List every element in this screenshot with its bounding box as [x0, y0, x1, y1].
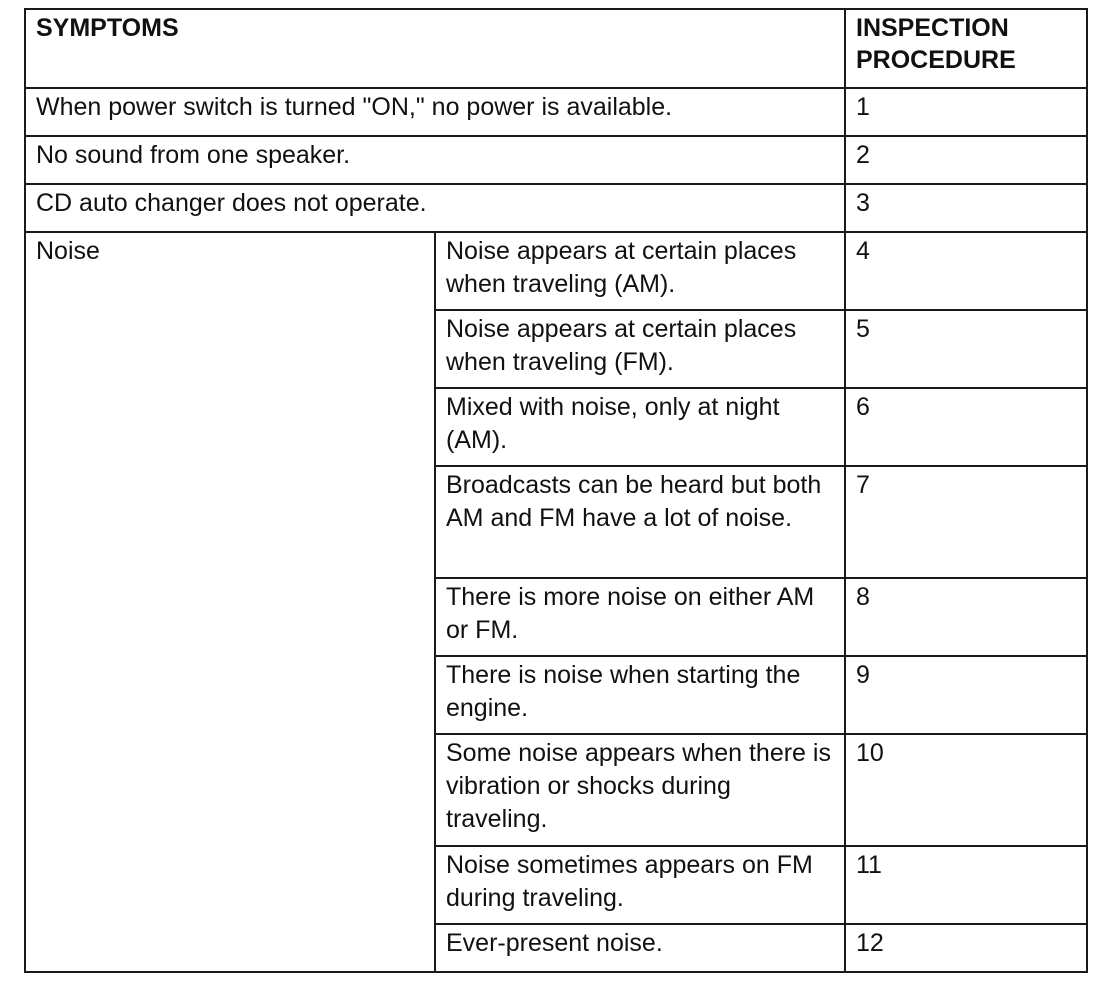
procedure-cell: 6: [845, 388, 1087, 466]
symptom-cell: Noise sometimes appears on FM during traveling.: [435, 846, 845, 924]
symptom-cell: Broadcasts can be heard but both AM and FM have a lot of noise.: [435, 466, 845, 578]
symptom-inspection-table: [24, 8, 1088, 973]
header-inspection-procedure: INSPECTION PROCEDURE: [845, 9, 1087, 88]
procedure-cell: 4: [845, 232, 1087, 310]
symptom-cell: Mixed with noise, only at night (AM).: [435, 388, 845, 466]
table-header-row: [25, 9, 1087, 88]
table-row: [25, 136, 1087, 184]
symptom-cell: CD auto changer does not operate.: [25, 184, 845, 232]
procedure-cell: 2: [845, 136, 1087, 184]
procedure-cell: 11: [845, 846, 1087, 924]
symptom-cell: Some noise appears when there is vibration or shocks during traveling.: [435, 734, 845, 846]
procedure-cell: 10: [845, 734, 1087, 846]
table-row: [25, 184, 1087, 232]
procedure-cell: 3: [845, 184, 1087, 232]
procedure-cell: 1: [845, 88, 1087, 136]
procedure-cell: 8: [845, 578, 1087, 656]
symptom-cell: Ever-present noise.: [435, 924, 845, 972]
symptom-cell: There is more noise on either AM or FM.: [435, 578, 845, 656]
symptom-cell: Noise appears at certain places when traveling (AM).: [435, 232, 845, 310]
procedure-cell: 12: [845, 924, 1087, 972]
header-symptoms: SYMPTOMS: [25, 9, 845, 88]
symptom-cell: When power switch is turned "ON," no power is available.: [25, 88, 845, 136]
procedure-cell: 7: [845, 466, 1087, 578]
noise-category-cell: Noise: [25, 232, 435, 972]
symptom-cell: Noise appears at certain places when traveling (FM).: [435, 310, 845, 388]
symptom-cell: There is noise when starting the engine.: [435, 656, 845, 734]
procedure-cell: 5: [845, 310, 1087, 388]
symptom-cell: No sound from one speaker.: [25, 136, 845, 184]
table-row: [25, 88, 1087, 136]
procedure-cell: 9: [845, 656, 1087, 734]
table-row: [25, 232, 1087, 310]
